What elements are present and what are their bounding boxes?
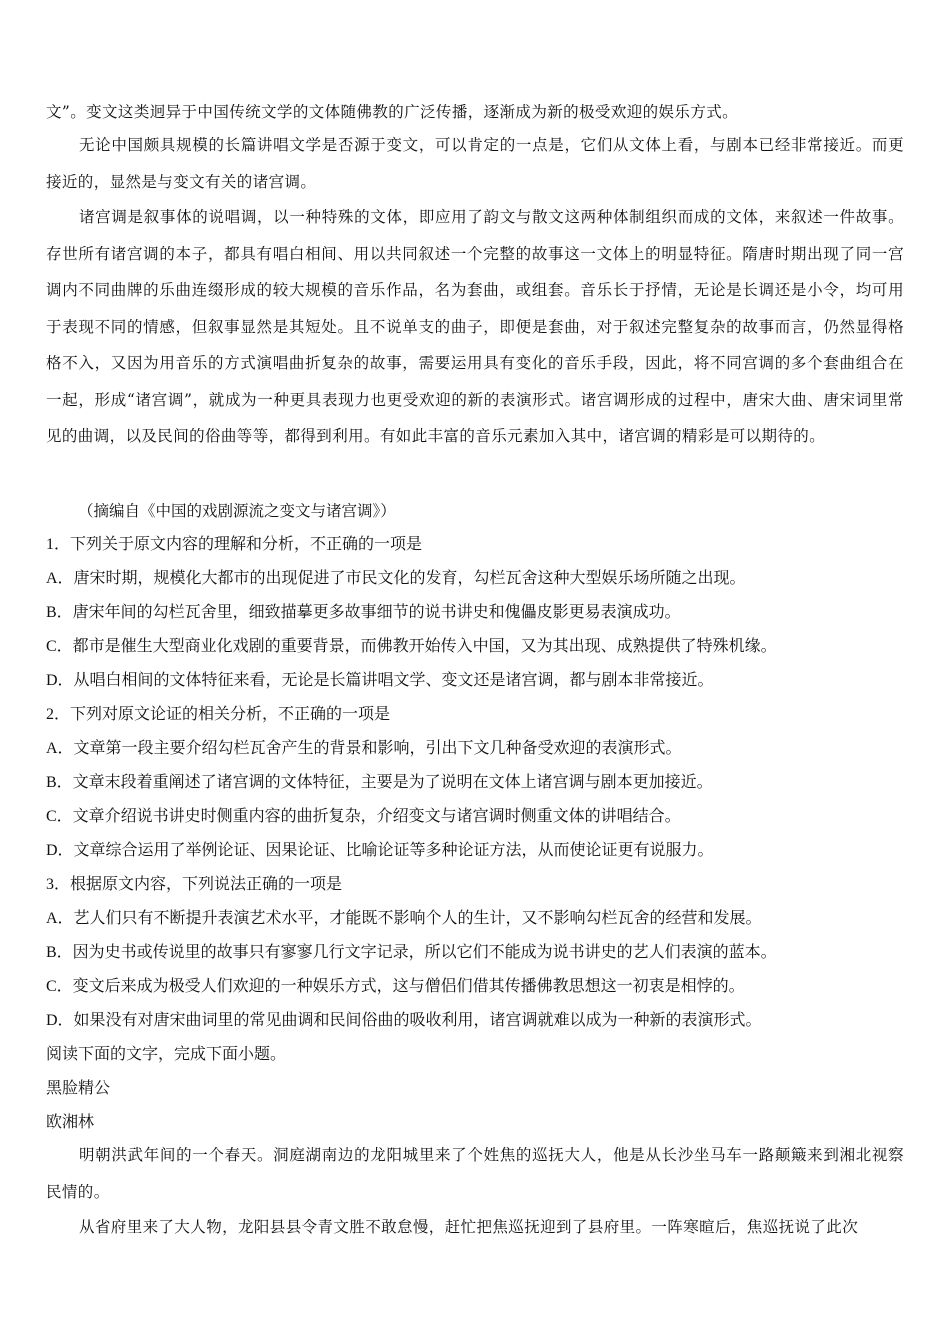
question-option-a: A．文章第一段主要介绍勾栏瓦舍产生的背景和影响，引出下文几种备受欢迎的表演形式。: [46, 740, 682, 757]
question-option-d: D．从唱白相间的文体特征来看，无论是长篇讲唱文学、变文还是诸宫调，都与剧本非常接近。: [46, 672, 714, 689]
question-option-b: B．文章末段着重阐述了诸宫调的文体特征，主要是为了说明在文体上诸宫调与剧本更加接近。: [46, 774, 713, 791]
story-paragraph-2: 从省府里来了大人物，龙阳县县令青文胜不敢怠慢，赶忙把焦巡抚迎到了县府里。一阵寒暄后，焦巡抚说了此次: [79, 1218, 859, 1236]
passage-paragraph-0: 文”。变文这类迥异于中国传统文学的文体随佛教的广泛传播，逐渐成为新的极受欢迎的娱乐方式。: [46, 103, 739, 121]
passage-source: （摘编自《中国的戏剧源流之变文与诸宫调》）: [78, 502, 396, 520]
question-stem: 1．下列关于原文内容的理解和分析，不正确的一项是: [46, 536, 423, 553]
question-option-a: A．艺人们只有不断提升表演艺术水平，才能既不影响个人的生计，又不影响勾栏瓦舍的经营和发展。: [46, 910, 762, 927]
question-stem: 2．下列对原文论证的相关分析，不正确的一项是: [46, 706, 391, 723]
reading-instruction: 阅读下面的文字，完成下面小题。: [46, 1046, 287, 1063]
passage-paragraph-1: 无论中国颇具规模的长篇讲唱文学是否源于变文，可以肯定的一点是，它们从文体上看，与剧本已经非常接近。而更接近的，显然是与变文有关的诸宫调。: [46, 136, 904, 191]
question-option-b: B．因为史书或传说里的故事只有寥寥几行文字记录，所以它们不能成为说书讲史的艺人们表演的蓝本。: [46, 944, 777, 961]
question-option-a: A．唐宋时期，规模化大都市的出现促进了市民文化的发育，勾栏瓦舍这种大型娱乐场所随之出现。: [46, 570, 746, 587]
story-title: 黑脸精公: [46, 1080, 111, 1097]
question-stem: 3．根据原文内容，下列说法正确的一项是: [46, 876, 343, 893]
story-author: 欧湘林: [46, 1114, 95, 1131]
question-option-d: D．如果没有对唐宋曲词里的常见曲调和民间俗曲的吸收利用，诸宫调就难以成为一种新的表演形式。: [46, 1012, 762, 1029]
question-option-c: C．变文后来成为极受人们欢迎的一种娱乐方式，这与僧侣们借其传播佛教思想这一初衷是相悖的。: [46, 978, 745, 995]
question-option-d: D．文章综合运用了举例论证、因果论证、比喻论证等多种论证方法，从而使论证更有说服力。: [46, 842, 714, 859]
story-paragraph-1: 明朝洪武年间的一个春天。洞庭湖南边的龙阳城里来了个姓焦的巡抚大人，他是从长沙坐马车一路颠簸来到湘北视察民情的。: [46, 1146, 904, 1201]
question-option-c: C．都市是催生大型商业化戏剧的重要背景，而佛教开始传入中国，又为其出现、成熟提供了特殊机缘。: [46, 638, 777, 655]
question-option-b: B．唐宋年间的勾栏瓦舍里，细致描摹更多故事细节的说书讲史和傀儡皮影更易表演成功。: [46, 604, 681, 621]
passage-paragraph-2: 诸宫调是叙事体的说唱调，以一种特殊的文体，即应用了韵文与散文这两种体制组织而成的文体，来叙述一件故事。存世所有诸宫调的本子，都具有唱白相间、用以共同叙述一个完整的故事这一文体上的明显特征。隋唐时期出现了同一宫调内不同曲牌的乐曲连缀形成的较大规模的音乐作品，名为套曲，或组套。音乐长于抒情，无论是长调还是小令，均可用于表现不同的情感，但叙事显然是其短处。且不说单支的曲子，即便是套曲，对于叙述完整复杂的故事而言，仍然显得格格不入，又因为用音乐的方式演唱曲折复杂的故事，需要运用具有变化的音乐手段，因此，将不同宫调的多个套曲组合在一起，形成“诸宫调”，就成为一种更具表现力也更受欢迎的新的表演形式。诸宫调形成的过程中，唐宋大曲、唐宋词里常见的曲调，以及民间的俗曲等等，都得到利用。有如此丰富的音乐元素加入其中，诸宫调的精彩是可以期待的。: [46, 208, 904, 445]
question-option-c: C．文章介绍说书讲史时侧重内容的曲折复杂，介绍变文与诸宫调时侧重文体的讲唱结合。: [46, 808, 681, 825]
